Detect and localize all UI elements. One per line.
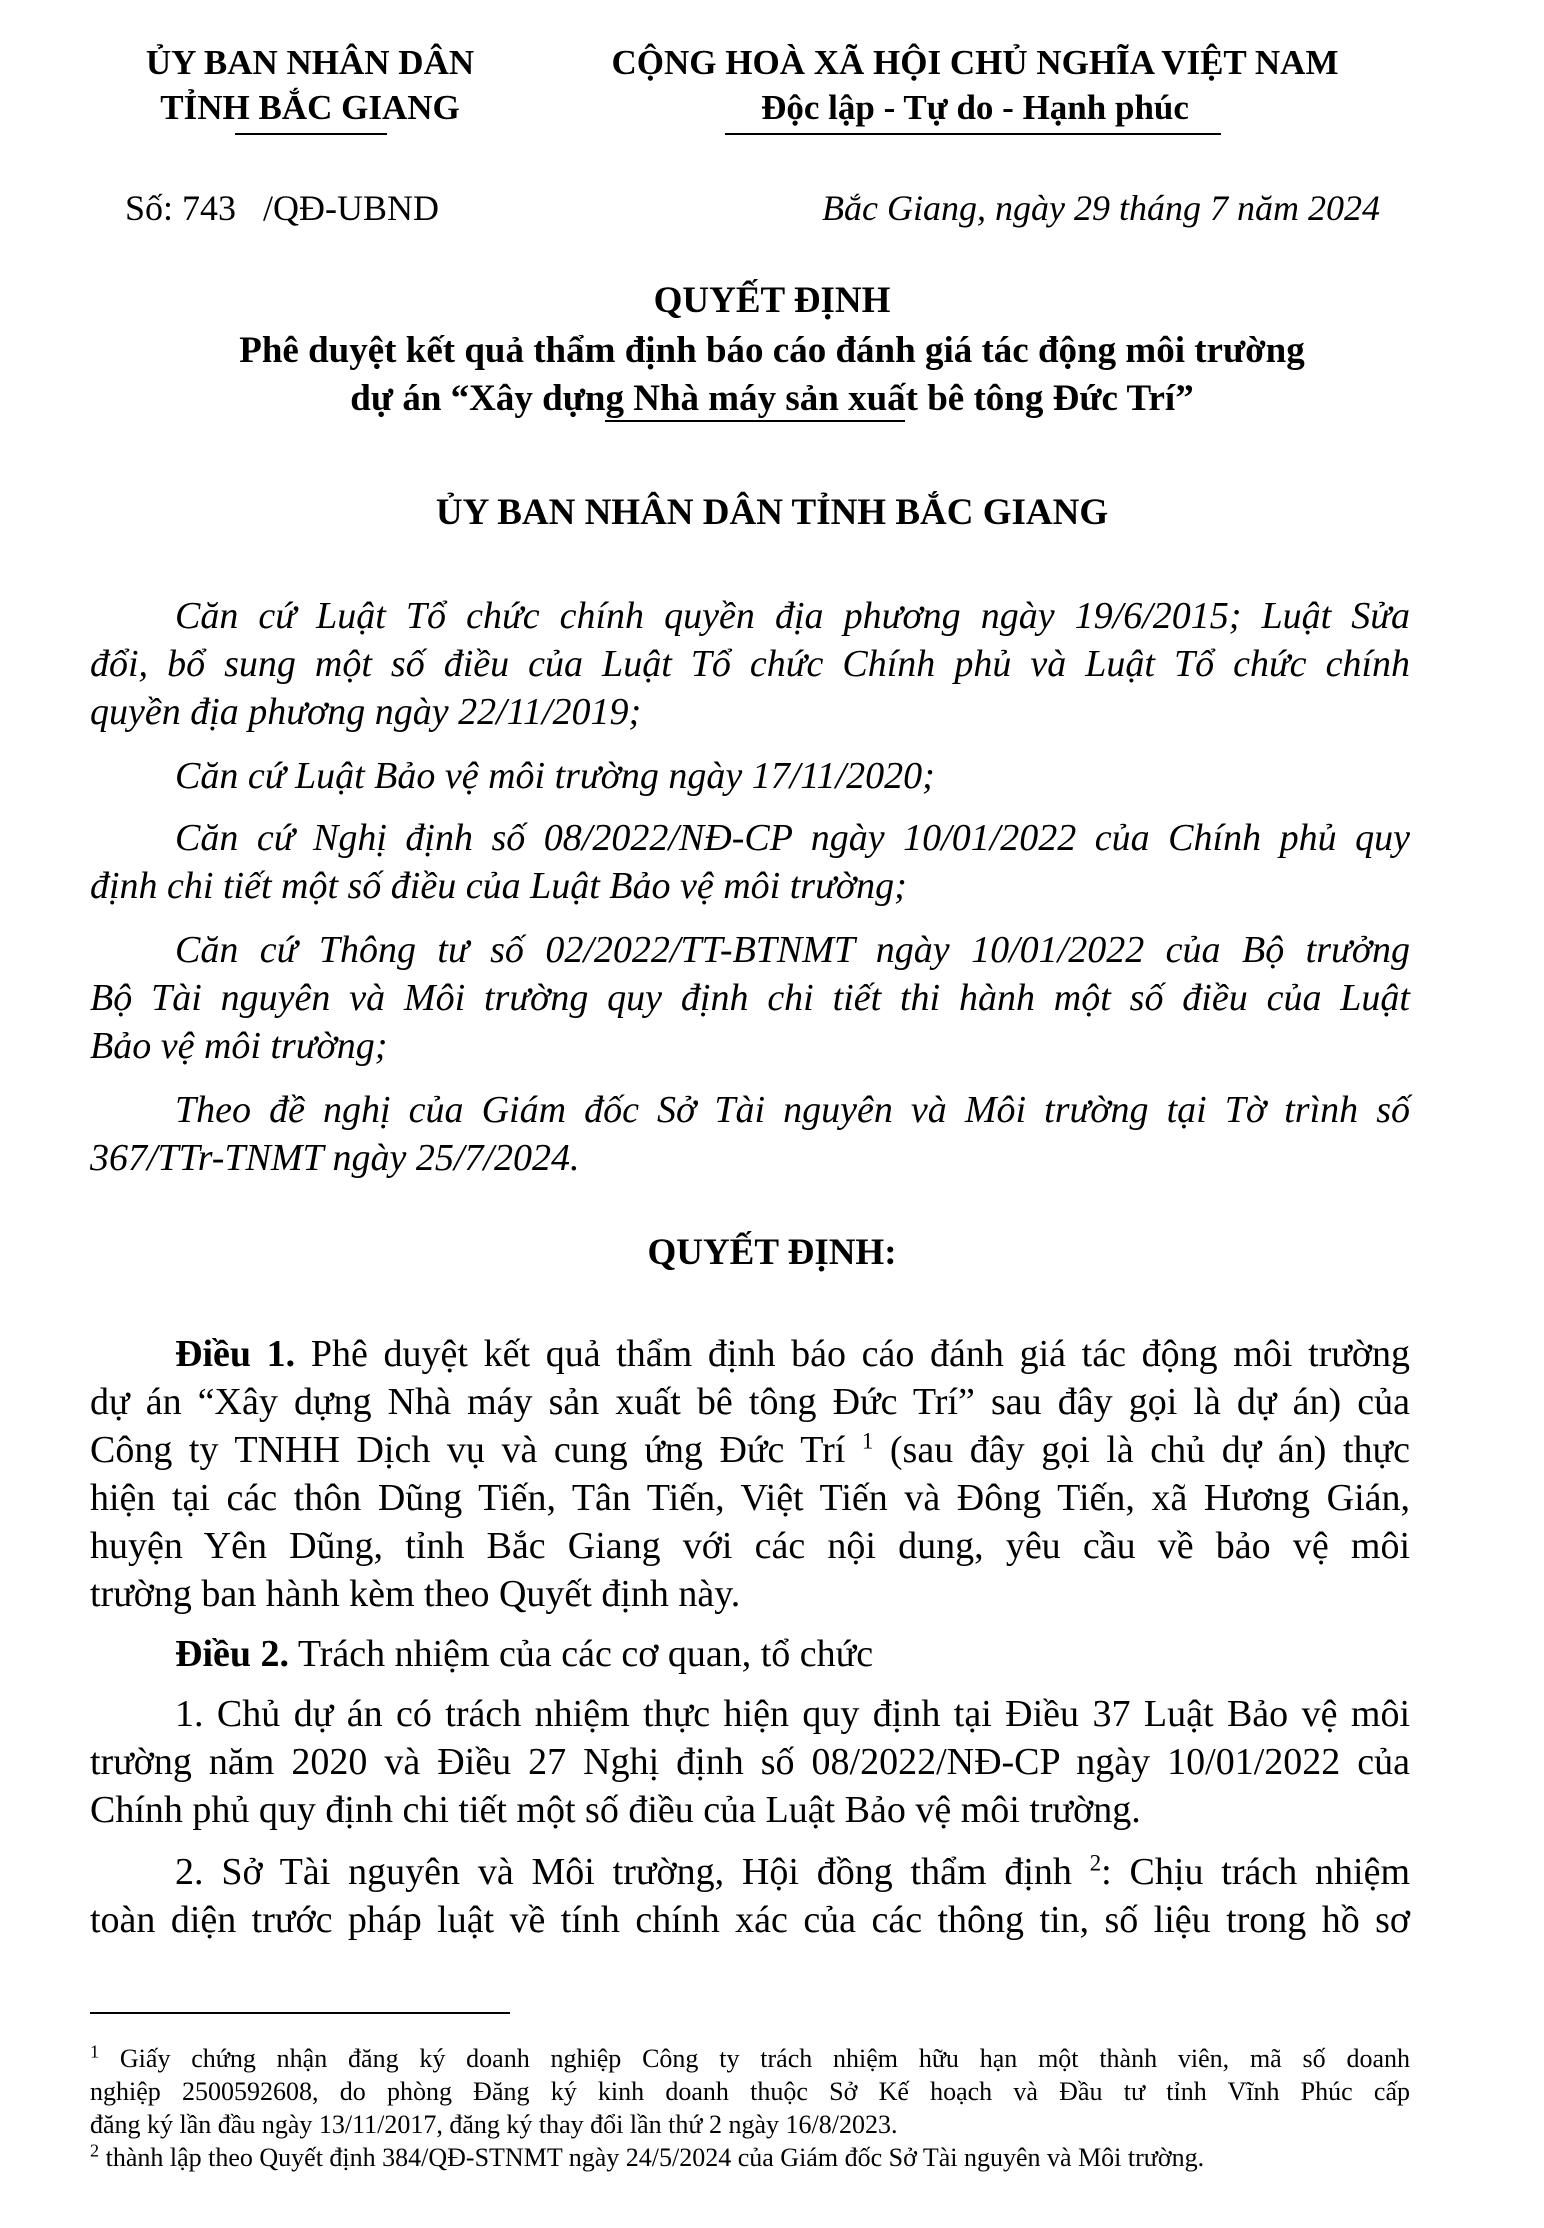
article-2-item-1-line-2: trường năm 2020 và Điều 27 Nghị định số 08/2022/NĐ-CP ngày 10/01/2022 của: [90, 1741, 1410, 1783]
footnote-1-line-1: [90, 2042, 1410, 2075]
article-1-line-2: dự án “Xây dựng Nhà máy sản xuất bê tông Đức Trí” sau đây gọi là dự án) của: [90, 1381, 1410, 1423]
article-1-line-3: [90, 1426, 1410, 1474]
articles: [90, 1330, 1411, 1941]
preamble-4-line-3: Bảo vệ môi trường;: [90, 1025, 388, 1067]
footnote-1-line-2: nghiệp 2500592608, do phòng Đăng ký kinh doanh thuộc Sở Kế hoạch và Đầu tư tỉnh Vĩnh Phúc cấp: [90, 2077, 1410, 2106]
article-2-item-2-line-2: toàn diện trước pháp luật về tính chính xác của các thông tin, số liệu trong hồ sơ: [90, 1899, 1410, 1941]
article-2-item-1-line-3: Chính phủ quy định chi tiết một số điều của Luật Bảo vệ môi trường.: [90, 1789, 1141, 1831]
preamble-1-line-3: quyền địa phương ngày 22/11/2019;: [90, 691, 642, 733]
article-2-item-2-part-b: : Chịu trách nhiệm: [1101, 1851, 1411, 1893]
agency-line-2: TỈNH BẮC GIANG: [160, 88, 460, 127]
issuer-heading: ỦY BAN NHÂN DÂN TỈNH BẮC GIANG: [435, 492, 1109, 533]
agency-block: [100, 40, 520, 130]
footnote-1-line-3: đăng ký lần đầu ngày 13/11/2017, đăng ký thay đổi lần thứ 2 ngày 16/8/2023.: [90, 2110, 898, 2139]
nation-block: [560, 40, 1390, 130]
footnote-ref-1[interactable]: 1: [861, 1428, 874, 1454]
preamble-3-line-1: Căn cứ Nghị định số 08/2022/NĐ-CP ngày 10/01/2022 của Chính phủ quy: [175, 817, 1410, 859]
article-2-item-2-part-a: 2. Sở Tài nguyên và Môi trường, Hội đồng thẩm định: [175, 1851, 1072, 1893]
preamble-4-line-1: Căn cứ Thông tư số 02/2022/TT-BTNMT ngày 10/01/2022 của Bộ trưởng: [175, 929, 1410, 971]
nation-line-1: CỘNG HOÀ XÃ HỘI CHỦ NGHĨA VIỆT NAM: [611, 43, 1339, 82]
article-2-item-2-line-1: [175, 1848, 1410, 1896]
article-1-line-5: huyện Yên Dũng, tỉnh Bắc Giang với các nội dung, yêu cầu về bảo vệ môi: [90, 1525, 1410, 1567]
article-1-line-3-part-b: (sau đây gọi là chủ dự án) thực: [873, 1429, 1411, 1471]
footnote-2-marker: 2: [90, 2140, 100, 2161]
footnote-2-text: thành lập theo Quyết định 384/QĐ-STNMT ngày 24/5/2024 của Giám đốc Sở Tài nguyên và Môi trường.: [99, 2143, 1205, 2172]
article-1-line-3-part-a: Công ty TNHH Dịch vụ và cung ứng Đức Trí: [90, 1429, 846, 1471]
preamble-1-line-2: đổi, bổ sung một số điều của Luật Tổ chức Chính phủ và Luật Tổ chức chính: [90, 643, 1410, 685]
article-2-line-1: [175, 1630, 873, 1678]
footnote-separator: [90, 2012, 510, 2014]
preamble-4-line-2: Bộ Tài nguyên và Môi trường quy định chi tiết thi hành một số điều của Luật: [90, 977, 1410, 1019]
footnote-ref-2[interactable]: 2: [1089, 1850, 1102, 1876]
title-heading: QUYẾT ĐỊNH: [653, 280, 891, 321]
agency-underline: [235, 133, 387, 135]
subject-underline: [605, 420, 905, 422]
preamble: [90, 592, 1410, 1182]
decision-heading: QUYẾT ĐỊNH:: [647, 1232, 897, 1273]
motto-underline: [725, 133, 1221, 135]
document-number: Số: 743 /QĐ-UBND: [125, 188, 440, 228]
preamble-3-line-2: định chi tiết một số điều của Luật Bảo vệ môi trường;: [90, 865, 907, 907]
article-1-line-4: hiện tại các thôn Dũng Tiến, Tân Tiến, Việt Tiến và Đông Tiến, xã Hương Gián,: [90, 1477, 1410, 1519]
article-2-text: Trách nhiệm của các cơ quan, tổ chức: [289, 1633, 874, 1675]
footnotes: [90, 2042, 1410, 2192]
footnote-1-marker: 1: [90, 2041, 100, 2062]
subject-line-2: dự án “Xây dựng Nhà máy sản xuất bê tông Đức Trí”: [350, 378, 1194, 419]
footnote-2-line-1: [90, 2141, 1204, 2174]
article-1-label: Điều 1.: [175, 1333, 296, 1375]
preamble-5-line-1: Theo đề nghị của Giám đốc Sở Tài nguyên và Môi trường tại Tờ trình số: [175, 1089, 1410, 1131]
article-2-item-1-line-1: 1. Chủ dự án có trách nhiệm thực hiện quy định tại Điều 37 Luật Bảo vệ môi: [175, 1693, 1410, 1735]
preamble-1-line-1: Căn cứ Luật Tổ chức chính quyền địa phương ngày 19/6/2015; Luật Sửa: [175, 595, 1410, 637]
article-2-label: Điều 2.: [175, 1633, 289, 1675]
preamble-5-line-2: 367/TTr-TNMT ngày 25/7/2024.: [90, 1137, 580, 1179]
place-date: Bắc Giang, ngày 29 tháng 7 năm 2024: [822, 188, 1380, 228]
article-1-line-1: [175, 1330, 1410, 1378]
footnote-1-text: Giấy chứng nhận đăng ký doanh nghiệp Công ty trách nhiệm hữu hạn một thành viên, mã số doanh: [99, 2044, 1410, 2073]
article-1-text: Phê duyệt kết quả thẩm định báo cáo đánh giá tác động môi trường: [295, 1333, 1410, 1375]
nation-line-2: Độc lập - Tự do - Hạnh phúc: [761, 88, 1189, 127]
agency-line-1: ỦY BAN NHÂN DÂN: [145, 43, 475, 82]
subject-line-1: Phê duyệt kết quả thẩm định báo cáo đánh giá tác động môi trường: [239, 330, 1305, 371]
preamble-2-line-1: Căn cứ Luật Bảo vệ môi trường ngày 17/11/2020;: [175, 755, 935, 797]
article-1-line-6: trường ban hành kèm theo Quyết định này.: [90, 1573, 741, 1615]
